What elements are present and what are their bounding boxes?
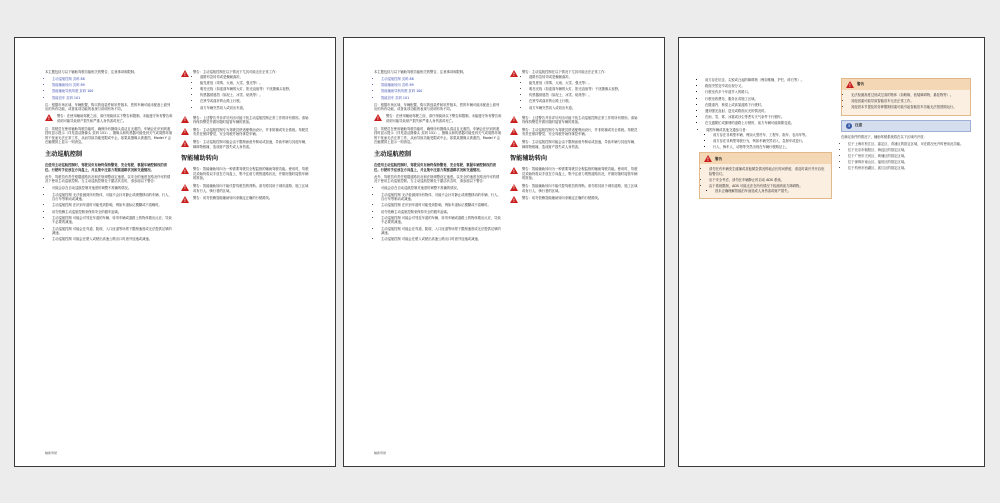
- note-box-header: [841, 120, 971, 132]
- list-item: • 主动巡航控制 可能会在驶入或驶出高速公路出口时意外加速或减速。: [52, 237, 173, 242]
- warning-block: [45, 114, 173, 123]
- warning-block: [181, 184, 309, 193]
- topic-link[interactable]: • 主动巡航控制 页码 88: [381, 77, 502, 82]
- warning-block: [510, 128, 638, 137]
- topic-link[interactable]: • 智能泊车 页码 101: [52, 96, 173, 101]
- page3-right-column: [841, 78, 971, 174]
- page2-right-column: [510, 70, 638, 206]
- list-item: • 能见度低（浓雾、大雨、大雪、强光等）。: [200, 81, 309, 86]
- list-item: • 道路有急转弯或是蜿蜒曲折。: [200, 75, 309, 80]
- intro-text: 本主题包括与以下辅助驾驶功能相关的警告、注意事项和限制。: [45, 70, 138, 74]
- list-item: • 位于杭州市西湖区、滨江区的指定区域。: [848, 166, 971, 171]
- acc-bullet-list: [45, 186, 173, 242]
- warning-list: [193, 75, 309, 111]
- warning-icon: [510, 128, 518, 135]
- section-heading-acc: 主动巡航控制: [374, 151, 412, 158]
- list-item: • 在狭窄或曲折的山路上行驶。: [529, 99, 638, 104]
- list-item: • 其他因素可能导致智能泊车无法正常工作。: [851, 99, 966, 104]
- note-box-body: [841, 132, 971, 171]
- warning-icon: [181, 196, 189, 203]
- page1-left-column: [45, 70, 173, 244]
- warning-block: [374, 114, 502, 123]
- list-item: • 传感器被遮挡（如泥土、冰雪、贴纸等）。: [200, 93, 309, 98]
- list-item: ▪ 前方存在非典型驾驶行为，例如车辆突然切入、急刹车或逆行。: [713, 139, 832, 144]
- acc-bullet-list: [374, 186, 502, 242]
- acc-paragraph: 此外，驾驶员有责任根据道路状况和法规调整设定速度。以安全的速度在路况许可的情况下使用主动巡航控制。当主动巡航控制处于激活状态时，请参阅以下警告：: [374, 174, 500, 184]
- topic-link-list: [374, 77, 502, 100]
- page-footer: 辅助驾驶: [45, 451, 58, 456]
- list-item: • 可能会存在自动巡航控制对速度的调整不准确的情况。: [52, 186, 173, 191]
- warning-text: 警告：主动巡航控制可能会由于限制而意外制动或加速，导致车辆与其他车辆、障碍物相撞，造成财产损失或人身伤害。: [522, 140, 638, 149]
- topic-link[interactable]: • 智能辅助导航驾驶 页码 100: [52, 89, 173, 94]
- list-item: • 道路有急转弯或是蜿蜒曲折。: [529, 75, 638, 80]
- section-heading-steer: 智能辅助转向: [510, 155, 548, 163]
- warning-icon: [181, 140, 189, 147]
- warning-block: [510, 70, 638, 113]
- warning-block: [181, 167, 309, 181]
- list-item: • 请勿在有车辆发生碰撞或其他紧急情况的地点长时间停留，请及时离开并开启危险警告灯。: [709, 167, 827, 176]
- note-list: [841, 142, 971, 171]
- warning-icon: [181, 70, 189, 77]
- list-item: • 位于上海市松江区、嘉定区、青浦区的指定区域，可在路况允许时使用此功能。: [848, 142, 971, 147]
- warning-text: 警告：智能辅助转向为一种需要驾驶员全程监督的辅助驾驶功能。使用时，驾驶员须始终将双手放在方向盘上，集中注意力观察道路状况，并做好随时接管车辆的准备。: [522, 167, 638, 181]
- warning-text: 警告：主动巡航控制专为驾驶员舒适便利而设计，并非防撞或安全系统。驾驶员有责任保持警觉、安全驾驶并始终掌控车辆。: [522, 127, 638, 137]
- document-page-3: [678, 37, 985, 467]
- list-item: • 主动巡航控制 可能会在弯道、陡坡、入口匝道等场景下限制速度或无法提供足够的减速。: [381, 227, 502, 236]
- list-item: ▪ 因未正确理解智能泊车而造成人身伤害或财产损失。: [715, 189, 827, 194]
- warning-text: 警告：智能辅助转向不能代替驾驶员的判断。请勿将其用于城市道路、施工区域或有行人、骑行者的区域。: [522, 183, 638, 193]
- list-item: • 其他因本节提及的各种限制因素可能引起智能泊车功能无法按预期运行。: [851, 105, 966, 110]
- list-item: • 前方车辆突然切入或切出车道。: [529, 106, 638, 111]
- list-item: • 主动巡航控制 可能会在驶入或驶出高速公路出口时意外加速或减速。: [381, 237, 502, 242]
- page2-left-column: [374, 70, 502, 244]
- warning-icon: [45, 114, 53, 121]
- warning-block: [510, 140, 638, 149]
- list-item: • 主动巡航控制 无法检测到所有物体，可能不会针对静止或缓慢移动的车辆、行人、自行车等制动或减速。: [52, 193, 173, 202]
- warning-block: [181, 196, 309, 203]
- list-item: • 在狭窄或曲折的山路上行驶。: [200, 99, 309, 104]
- list-item: ▪ 行驶至有多个车道并入的路口。: [705, 90, 832, 95]
- warning-block: [181, 70, 309, 113]
- topic-link[interactable]: • 智能辅助转向 页码 89: [52, 83, 173, 88]
- warning-icon: [704, 155, 712, 162]
- warning-block: [510, 196, 638, 203]
- topic-link[interactable]: • 智能辅助转向 页码 89: [381, 83, 502, 88]
- warning-block: [510, 167, 638, 181]
- warning-text: 警告：主动巡航控制在以下情况下尤其可能无法正常工作：: [522, 70, 608, 74]
- warning-box-title: 警告: [857, 82, 865, 87]
- sub-section: [699, 128, 832, 150]
- list-item: • 切勿依赖主动巡航控制来保持安全的跟车距离。: [52, 210, 173, 215]
- list-item: • 切勿依赖主动巡航控制来保持安全的跟车距离。: [381, 210, 502, 215]
- list-item: ▪ 遇到强光直射、逆光或路面反光的情况时。: [705, 109, 832, 114]
- list-item: ▪ 路面突然变窄或出现分叉。: [705, 84, 832, 89]
- warning-block: [181, 116, 309, 125]
- list-item: • 位于广州市天河区、黄埔区的指定区域。: [848, 154, 971, 159]
- document-page-2: [343, 37, 665, 467]
- warning-icon: [510, 184, 518, 191]
- warning-box: [841, 78, 971, 116]
- sub-section-heading: 周围车辆或其他交通参与者：: [706, 128, 749, 133]
- list-item: [706, 128, 832, 150]
- list-item: • 主动巡航控制 无法检测到所有物体，可能不会针对静止或缓慢移动的车辆、行人、自行车等制动或减速。: [381, 193, 502, 202]
- warning-icon: [181, 184, 189, 191]
- list-item: • 明亮光线（如迎面车辆的大灯、阳光直射等）干扰摄像头视野。: [529, 87, 638, 92]
- warning-text: 警告：智能辅助转向不能代替驾驶员的判断。请勿将其用于城市道路、施工区域或有行人、骑行者的区域。: [193, 183, 309, 193]
- warning-icon: [510, 116, 518, 123]
- list-item: • 能见度低（浓雾、大雨、大雪、强光等）。: [529, 81, 638, 86]
- warning-list: [522, 75, 638, 111]
- topic-link-list: [45, 77, 173, 100]
- warning-block: [510, 116, 638, 125]
- list-item: • 主动巡航控制 在识别车道时可能受到影响，例如车道标记模糊或不清晰时。: [381, 203, 502, 208]
- warning-text: 警告：主动巡航控制在以下情况下尤其可能无法正常工作：: [193, 70, 279, 74]
- page3-left-column: [699, 78, 832, 203]
- warning-icon: [181, 167, 189, 174]
- warning-icon: [374, 114, 382, 121]
- list-item: • 明亮光线（如迎面车辆的大灯、阳光直射等）干扰摄像头视野。: [200, 87, 309, 92]
- list-item: ▪ 在隧道内、桥梁上或高架道路下行驶时。: [705, 103, 832, 108]
- section-heading-steer: 智能辅助转向: [181, 155, 219, 163]
- warning-text: 警告：上述警告并非详尽列出可能干扰主动巡航控制正常工作的所有情形。请始终保持警觉并做好随时接管车辆的准备。: [193, 115, 309, 125]
- list-item: • 主动巡航控制 可能会对邻近车道的车辆、转弯车辆或道路上的物体做出反应，导致不必要的减速。: [52, 216, 173, 225]
- sub-list: [706, 133, 832, 150]
- list-item: • 主动巡航控制 可能会对邻近车道的车辆、转弯车辆或道路上的物体做出反应，导致不必要的减速。: [381, 216, 502, 225]
- note-text: 注：驾驶员在使用辅助驾驶功能时，确保所有摄像头清洁且无遮挡，车辆会在识别到遮挡时显示提示（详见清洁摄像头 页码 151）。摄像头和传感器可能受到天气或周围环境的干扰而无法正常工作，从而导致功能受限或中止。如果某摄像头被遮挡，Model Y 会在触摸屏上显示一则消息。: [374, 126, 502, 145]
- warning-box-list: [845, 93, 966, 110]
- note-text: 注：根据市场区域、车辆配置、购买的选装件和软件版本，您的车辆可能未配备上面列出的所有功能，或者某项功能的表现与说明有所不同。: [374, 102, 500, 112]
- section-heading-acc: 主动巡航控制: [45, 151, 83, 158]
- list-item: • 主动巡航控制 可能会在弯道、陡坡、入口匝道等场景下限制速度或无法提供足够的减速。: [52, 227, 173, 236]
- list-item: • 可能会存在自动巡航控制对速度的调整不准确的情况。: [381, 186, 502, 191]
- warning-text: 警告：主动巡航控制专为驾驶员舒适便利而设计，并非防撞或安全系统。驾驶员有责任保持警觉、安全驾驶并始终掌控车辆。: [193, 127, 309, 137]
- note-paragraph: 在满足条件的情况下，辅助驾驶系统将在以下区域内开放：: [841, 134, 927, 139]
- warning-box-list: [703, 167, 827, 193]
- list-item: ▪ 前方存在坑洼、尖锐或凸起的障碍物（例如锥桶、护栏、碎石等）。: [705, 78, 832, 83]
- acc-warning-intro: 在使用主动巡航控制时，驾驶员负有始终保持警觉、安全驾驶、掌握车辆控制权的责任。行驶时手应放在方向盘上，并且集中注意力观察道路状况和交通情况。: [374, 163, 496, 172]
- warning-icon: [181, 116, 189, 123]
- list-item: • 无法检测高度过低或过高的物体（如路缘、低矮障碍物、悬挂物等）。: [851, 93, 966, 98]
- intro-text: 本主题包括与以下辅助驾驶功能相关的警告、注意事项和限制。: [374, 70, 467, 74]
- list-item: ▪ 行人、骑车人、动物等突然出现在车辆行驶路径上。: [713, 145, 832, 150]
- warning-text: 警告：在使用辅助驾驶之前，请仔细阅读以下警告和限制。未能遵守所有警告和说明可能导致财产损失和严重人身伤害或死亡。: [57, 114, 173, 124]
- warning-icon: [510, 167, 518, 174]
- warning-box-title: 警告: [715, 156, 723, 161]
- warning-icon: [510, 70, 518, 77]
- acc-warning-intro: 在使用主动巡航控制时，驾驶员负有始终保持警觉、安全驾驶、掌握车辆控制权的责任。行驶时手应放在方向盘上，并且集中注意力观察道路状况和交通情况。: [45, 163, 167, 172]
- list-item: ▪ 行驶至收费站、服务区或施工区域。: [705, 97, 832, 102]
- warning-block: [181, 128, 309, 137]
- list-item: • 主动巡航控制 在识别车道时可能受到影响，例如车道标记模糊或不清晰时。: [52, 203, 173, 208]
- warning-text: 警告：主动巡航控制可能会由于限制而意外制动或加速，导致车辆与其他车辆、障碍物相撞，造成财产损失或人身伤害。: [193, 140, 309, 149]
- warning-block: [510, 184, 638, 193]
- list-item: ▪ 在雨、雪、雾、冰雹或沙尘等恶劣天气条件下行驶时。: [705, 115, 832, 120]
- warning-icon: [510, 196, 518, 203]
- list-item: • 位于北京市朝阳区、海淀区的指定区域。: [848, 148, 971, 153]
- list-item: • 出于安全考虑，请勿在车辆静止时启动 ADS 系统。: [709, 178, 827, 183]
- warning-text: 警告：在使用辅助驾驶之前，请仔细阅读以下警告和限制。未能遵守所有警告和说明可能导致财产损失和严重人身伤害或死亡。: [386, 114, 502, 124]
- list-item: ▪ 前方存在非典型车辆，例如大型货车、工程车、拖车、农用车等。: [713, 133, 832, 138]
- condition-list: [699, 78, 832, 126]
- list-item: • 前方车辆突然切入或切出车道。: [200, 106, 309, 111]
- warning-text: 警告：切勿依赖智能辅助转向来确定正确的行驶路线。: [193, 196, 273, 201]
- topic-link[interactable]: • 智能泊车 页码 101: [381, 96, 502, 101]
- list-item: [709, 184, 827, 193]
- warning-icon: [181, 128, 189, 135]
- list-item-text: 由于系统限制，ADS 可能无法在所有情况下检测到前方障碍物。: [709, 184, 803, 189]
- warning-icon: [846, 81, 854, 88]
- warning-box: [699, 152, 832, 199]
- list-item: ▪ 在交通繁忙或拥堵的道路上行驶时，前方车辆可能频繁变道。: [705, 121, 832, 126]
- warning-text: 警告：智能辅助转向为一种需要驾驶员全程监督的辅助驾驶功能。使用时，驾驶员须始终将双手放在方向盘上，集中注意力观察道路状况，并做好随时接管车辆的准备。: [193, 167, 309, 181]
- list-item: • 传感器被遮挡（如泥土、冰雪、贴纸等）。: [529, 93, 638, 98]
- warning-text: 警告：切勿依赖智能辅助转向来确定正确的行驶路线。: [522, 196, 602, 201]
- list-item: • 位于深圳市南山区、福田区的指定区域。: [848, 160, 971, 165]
- acc-paragraph: 此外，驾驶员有责任根据道路状况和法规调整设定速度。以安全的速度在路况许可的情况下使用主动巡航控制。当主动巡航控制处于激活状态时，请参阅以下警告：: [45, 174, 171, 184]
- warning-text: 警告：上述警告并非详尽列出可能干扰主动巡航控制正常工作的所有情形。请始终保持警觉并做好随时接管车辆的准备。: [522, 115, 638, 125]
- page-footer: 辅助驾驶: [374, 451, 387, 456]
- warning-icon: [510, 140, 518, 147]
- topic-link[interactable]: • 智能辅助导航驾驶 页码 100: [381, 89, 502, 94]
- note-box-title: 注意: [855, 123, 863, 128]
- note-text: 注：根据市场区域、车辆配置、购买的选装件和软件版本，您的车辆可能未配备上面列出的所有功能，或者某项功能的表现与说明有所不同。: [45, 102, 171, 112]
- note-text: 注：驾驶员在使用辅助驾驶功能时，确保所有摄像头清洁且无遮挡，车辆会在识别到遮挡时显示提示（详见清洁摄像头 页码 151）。摄像头和传感器可能受到天气或周围环境的干扰而无法正常工作，从而导致功能受限或中止。如果某摄像头被遮挡，Model Y 会在触摸屏上显示一则消息。: [45, 126, 173, 145]
- info-icon: i: [846, 123, 852, 129]
- document-page-1: [14, 37, 336, 467]
- warning-block: [181, 140, 309, 149]
- page1-right-column: [181, 70, 309, 206]
- topic-link[interactable]: • 主动巡航控制 页码 88: [52, 77, 173, 82]
